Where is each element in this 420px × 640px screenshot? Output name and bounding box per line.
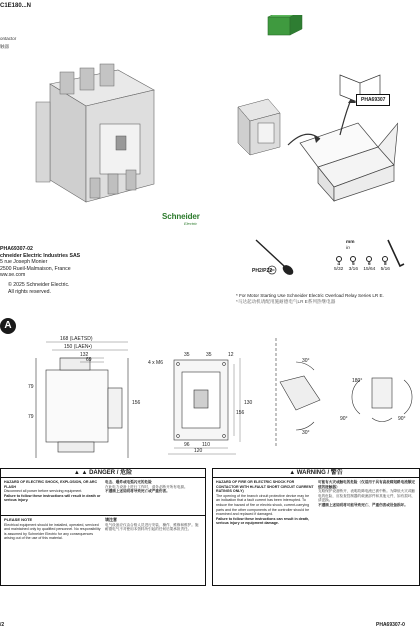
warning-en-foot: Failure to follow these instructions can result in death, serious injury or equipment damage. <box>216 516 310 526</box>
angle-90b: 90° <box>398 416 406 422</box>
schneider-logo <box>162 212 212 234</box>
product-name-en: ontactor <box>0 36 17 41</box>
hex-size-row <box>334 256 390 272</box>
screwdriver-label: PH2/PZ2 <box>252 268 273 274</box>
danger-cn-foot: 不遵循上述说明将导致死亡或严重伤害。 <box>105 489 170 494</box>
warning-panel <box>212 468 420 586</box>
dim-96: 96 <box>184 442 190 448</box>
please-note-panel <box>1 515 205 543</box>
warning-cn-foot: 不遵循上述说明将可能导致死亡、严重伤害或设备损坏。 <box>318 502 408 507</box>
dim-110: 110 <box>202 442 210 448</box>
document-reference: C1E180...N <box>0 3 32 9</box>
dim-79a: 79 <box>28 384 34 390</box>
danger-en-foot: Failure to follow these instructions will result in death or serious injury. <box>4 493 101 503</box>
address-line-2: 2500 Rueil-Malmaison, France <box>0 265 71 272</box>
package-illustration <box>228 15 398 205</box>
note-cn-body: 电气设备应仅由合格人员进行安装、操作、维修和维护。施耐德电气不对使用本资料所引起的任何后果承担责任。 <box>105 522 199 532</box>
warning-en-head: HAZARD OF FIRE OR ELECTRIC SHOCK FOR CONTACTOR WITH Hi-FAULT SHORT CIRCUIT CURRENT RATINGS ONLY) <box>216 480 314 494</box>
footer-doc-code: PHA69307-0 <box>376 622 405 628</box>
danger-cn-head: 电击、爆炸或电弧闪光的危险 <box>105 480 152 484</box>
dim-12: 12 <box>228 352 234 358</box>
dim-79b: 79 <box>28 414 34 420</box>
logo-sub: Electric <box>184 221 198 226</box>
angle-180: 180° <box>352 378 363 384</box>
contactor-illustration <box>30 62 158 210</box>
overload-relay-note <box>236 293 420 304</box>
footnote-cn: *马达起动机请配用施耐德电气LR E系列热继电器 <box>236 298 336 304</box>
dim-69: 69 <box>86 357 92 363</box>
hex-size-5: 5 3/16 <box>349 256 358 272</box>
website: ww.se.com <box>0 272 26 279</box>
product-name-cn: 触器 <box>0 44 9 49</box>
logo-wordmark: Schneider <box>162 212 200 221</box>
dim-156-front: 156 <box>236 410 245 416</box>
dim-132: 132 <box>80 352 89 358</box>
doc-code: PHA69307-02 <box>0 246 33 252</box>
danger-panel <box>0 468 206 586</box>
copyright: © 2025 Schneider Electric. <box>8 281 70 288</box>
danger-en-body: Disconnect all power before servicing equipment. <box>4 489 83 494</box>
angle-30b: 30° <box>302 430 310 436</box>
side-view <box>36 358 128 458</box>
front-view <box>174 360 228 440</box>
unit-mm: mm <box>346 240 355 245</box>
hex-key-icon <box>388 240 404 266</box>
warning-cn-body: 支路保护设备断开，表明故障电流已被中断。为降低火灾或触电的危险，应检查控制器的载流部件和其他元件，如有损坏，请更换。 <box>318 489 416 503</box>
dim-130: 130 <box>244 400 253 406</box>
mount-angle-view <box>276 338 320 448</box>
hex-size-4: 4 5/32 <box>334 256 343 272</box>
dim-156-side: 156 <box>132 400 141 406</box>
rotation-view <box>352 378 412 422</box>
warning-title: ▲ WARNING / 警告 <box>213 469 419 478</box>
danger-title: ▲ ▲ DANGER / 危险 <box>1 469 205 478</box>
warning-en-body: The opening of the branch circuit protective device may be an indication that a fault current has been interrupted. To reduce the hazard of fire or electric shock, current-carrying parts and the other components of the controller should be examined and replaced if damaged. <box>216 493 310 517</box>
section-a-badge: A <box>0 318 16 334</box>
warning-cn-head: 可能有火灾或触电的危险（仅适用于具有高故障短路电流额定值的接触器） <box>318 480 416 489</box>
dimension-drawings <box>0 318 420 462</box>
rights: All rights reserved. <box>8 288 51 295</box>
dim-150: 150 (LAEN•) <box>64 344 92 350</box>
unit-in: in <box>346 246 350 251</box>
note-title: PLEASE NOTE <box>4 516 33 522</box>
note-cn-title: 请注意 <box>105 516 117 522</box>
angle-30a: 30° <box>302 358 310 364</box>
note-body: Electrical equipment should be installed, operated, serviced and maintained only by qualified personnel. No responsibility is assumed by Schneider Electric for any consequences arising out of the use of this material. <box>4 522 101 541</box>
dim-35b: 35 <box>206 352 212 358</box>
company-info <box>0 246 80 295</box>
danger-cn-body: 在此电力设备上进行工作时，请务必断开所有电源。 <box>105 484 188 489</box>
company-name: chneider Electric Industries SAS <box>0 252 81 259</box>
dim-120: 120 <box>194 448 203 454</box>
footnote-en: * For Motor Starting Use Schneider Electric Overload Relay Series LR E. <box>236 293 384 298</box>
address-line-1: 5 rue Joseph Monier <box>0 259 48 266</box>
dim-holes: 4 x M6 <box>148 360 164 366</box>
angle-90a: 90° <box>340 416 348 422</box>
hex-size-6: 6 15/64 <box>363 256 375 272</box>
dim-35a: 35 <box>184 352 190 358</box>
page-number: /2 <box>0 622 5 628</box>
package-doc-code: PHA69307 <box>356 94 390 106</box>
hex-size-8: 8 5/16 <box>381 256 390 272</box>
danger-en-head: HAZARD OF ELECTRIC SHOCK, EXPLOSION, OR ARC FLASH <box>4 480 98 489</box>
dim-168: 168 (LAETSD) <box>60 336 93 342</box>
